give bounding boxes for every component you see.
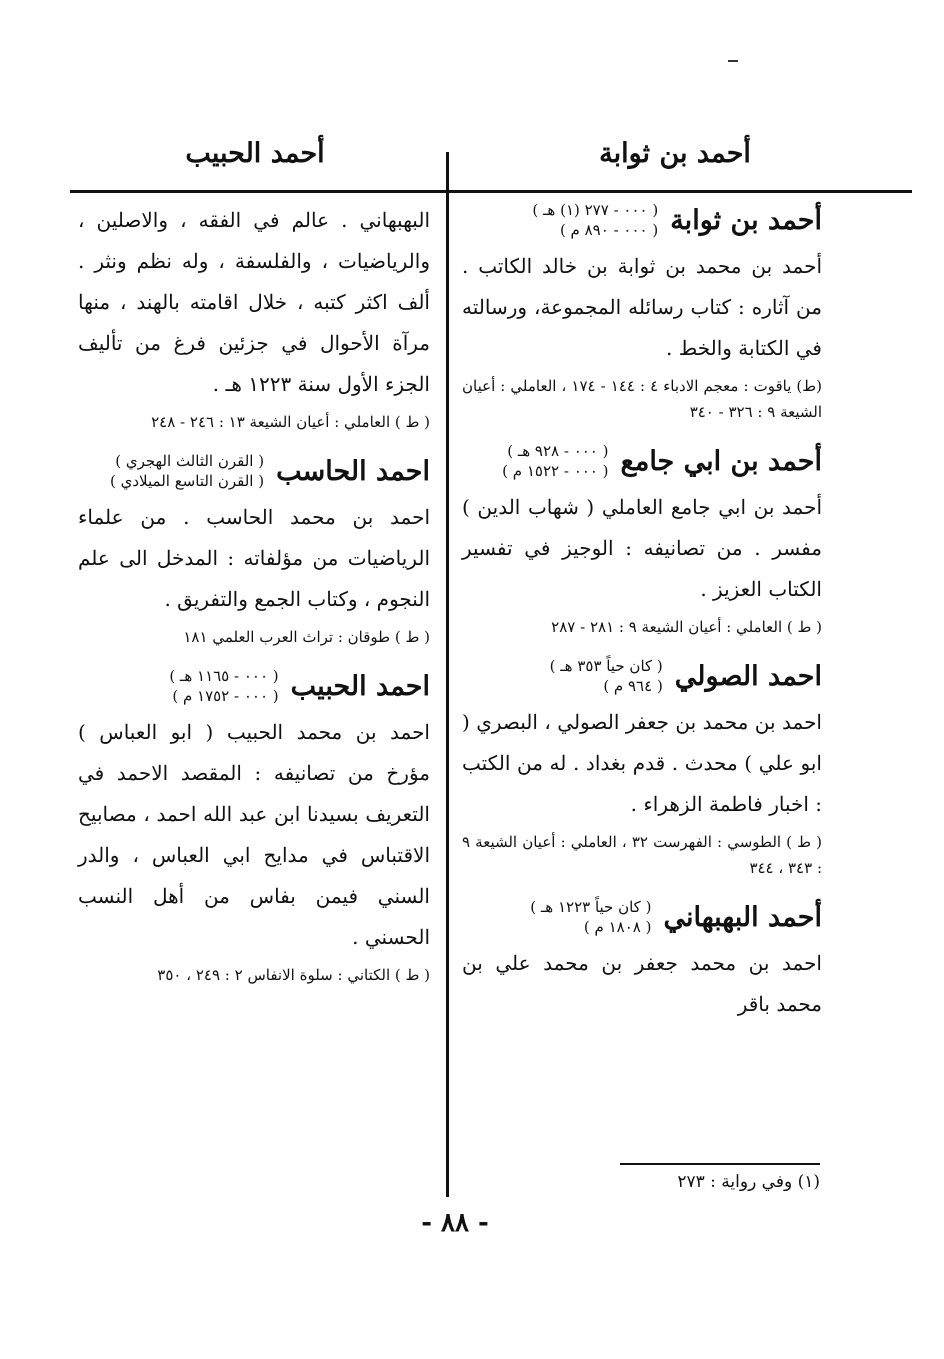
footnote: (١) وفي رواية : ٢٧٣ xyxy=(677,1172,820,1192)
page-number: - ٨٨ - xyxy=(421,1208,489,1238)
entry-source: ( ط ) العاملي : أعيان الشيعة ١٣ : ٢٤٦ - ٢٤٨ xyxy=(151,413,430,431)
entry-name: أحمد بن ثوابة xyxy=(670,204,822,236)
entry-source: ( ط ) الكتاني : سلوة الانفاس ٢ : ٢٤٩ ، ٣٥٠ xyxy=(157,966,430,984)
entry-al-suli xyxy=(462,656,822,881)
entry-source: (ط) ياقوت : معجم الادباء ٤ : ١٤٤ - ١٧٤ ، العاملي : أعيان الشيعة ٩ : ٣٢٦ - ٣٤٠ xyxy=(462,377,823,421)
entry-dates xyxy=(532,200,658,240)
entry-source: ( ط ) العاملي : أعيان الشيعة ٩ : ٢٨١ - ٢٨٧ xyxy=(551,618,822,636)
right-column xyxy=(462,200,822,1041)
entry-body: أحمد بن ابي جامع العاملي ( شهاب الدين ) مفسر . من تصانيفه : الوجيز في تفسير الكتاب العزيز . xyxy=(462,495,822,601)
entry-source: ( ط ) طوقان : تراث العرب العلمي ١٨١ xyxy=(183,628,430,646)
entry-body: البهبهاني . عالم في الفقه ، والاصلين ، والرياضيات ، والفلسفة ، وله نظم ونثر . ألف اكثر كتبه ، خلال اقامته بالهند ، منها مرآة الأحوال في جزئين فرغ من تأليف الجزء الأول سنة ١٢٢٣ هـ . xyxy=(78,208,430,396)
entry-heading xyxy=(462,200,822,240)
entry-heading xyxy=(462,441,822,481)
date-gregorian: ( ٠٠٠ - ١٧٥٢ م ) xyxy=(172,687,279,705)
date-hijri: ( كان حياً ٣٥٣ هـ ) xyxy=(549,657,663,675)
entry-heading xyxy=(462,897,822,937)
entry-heading xyxy=(462,656,822,696)
entry-dates xyxy=(502,441,608,481)
entry-body: احمد بن محمد الحاسب . من علماء الرياضيات من مؤلفاته : المدخل الى علم النجوم ، وكتاب الجمع والتفريق . xyxy=(78,505,430,611)
entry-name: احمد الصولي xyxy=(674,660,822,692)
date-gregorian: ( القرن التاسع الميلادي ) xyxy=(110,472,265,490)
entry-heading xyxy=(78,451,430,491)
date-hijri: ( ٠٠٠ - ١١٦٥ هـ ) xyxy=(169,667,279,685)
left-column xyxy=(78,200,430,1004)
date-gregorian: ( ٠٠٠ - ٨٩٠ م ) xyxy=(559,221,659,239)
entry-dates xyxy=(169,666,278,706)
entry-body: أحمد بن محمد بن ثوابة بن خالد الكاتب . من آثاره : كتاب رسائله المجموعة، ورسالته في الكتابة والخط . xyxy=(462,254,822,360)
date-gregorian: ( ٠٠٠ - ١٥٢٢ م ) xyxy=(502,462,609,480)
running-header-left: أحمد الحبيب xyxy=(185,138,325,169)
entry-ibn-abi-jami xyxy=(462,441,822,640)
column-divider xyxy=(446,152,449,1197)
entry-body: احمد بن محمد جعفر بن محمد علي بن محمد باقر xyxy=(462,951,822,1016)
entry-al-bahbahani-continued xyxy=(78,200,430,435)
entry-ibn-thawaba xyxy=(462,200,822,425)
entry-dates xyxy=(530,897,651,937)
entry-body: احمد بن محمد بن جعفر الصولي ، البصري ( ابو علي ) محدث . قدم بغداد . له من الكتب : اخبار فاطمة الزهراء . xyxy=(462,710,822,816)
running-header-right: أحمد بن ثوابة xyxy=(599,138,751,169)
scan-mark xyxy=(728,60,738,62)
entry-al-hasib xyxy=(78,451,430,650)
entry-body: احمد بن محمد الحبيب ( ابو العباس ) مؤرخ من تصانيفه : المقصد الاحمد في التعريف بسيدنا ابن عبد الله احمد ، مصابيح الاقتباس في مدايح ابي العباس ، والدر السني فيمن بفاس من أهل النسب الحسني . xyxy=(78,720,430,949)
entry-al-habib xyxy=(78,666,430,988)
date-gregorian: ( ١٨٠٨ م ) xyxy=(583,918,652,936)
date-hijri: ( ٠٠٠ - ٩٢٨ هـ ) xyxy=(507,442,609,460)
footnote-rule xyxy=(620,1163,820,1165)
entry-dates xyxy=(550,656,663,696)
entry-name: أحمد بن ابي جامع xyxy=(620,445,822,477)
date-hijri: ( القرن الثالث الهجري ) xyxy=(115,452,265,470)
entry-dates xyxy=(110,451,264,491)
entry-source: ( ط ) الطوسي : الفهرست ٣٢ ، العاملي : أعيان الشيعة ٩ : ٣٤٣ ، ٣٤٤ xyxy=(462,833,822,877)
entry-al-bahbahani xyxy=(462,897,822,1025)
date-hijri: ( كان حياً ١٢٢٣ هـ ) xyxy=(530,898,652,916)
entry-name: أحمد البهبهاني xyxy=(663,901,822,933)
entry-heading xyxy=(78,666,430,706)
header-rule xyxy=(70,190,912,193)
date-hijri: ( ٠٠٠ - ٢٧٧ (١) هـ ) xyxy=(532,201,659,219)
entry-name: احمد الحبيب xyxy=(290,670,430,702)
entry-name: احمد الحاسب xyxy=(276,455,430,487)
date-gregorian: ( ٩٦٤ م ) xyxy=(603,677,663,695)
